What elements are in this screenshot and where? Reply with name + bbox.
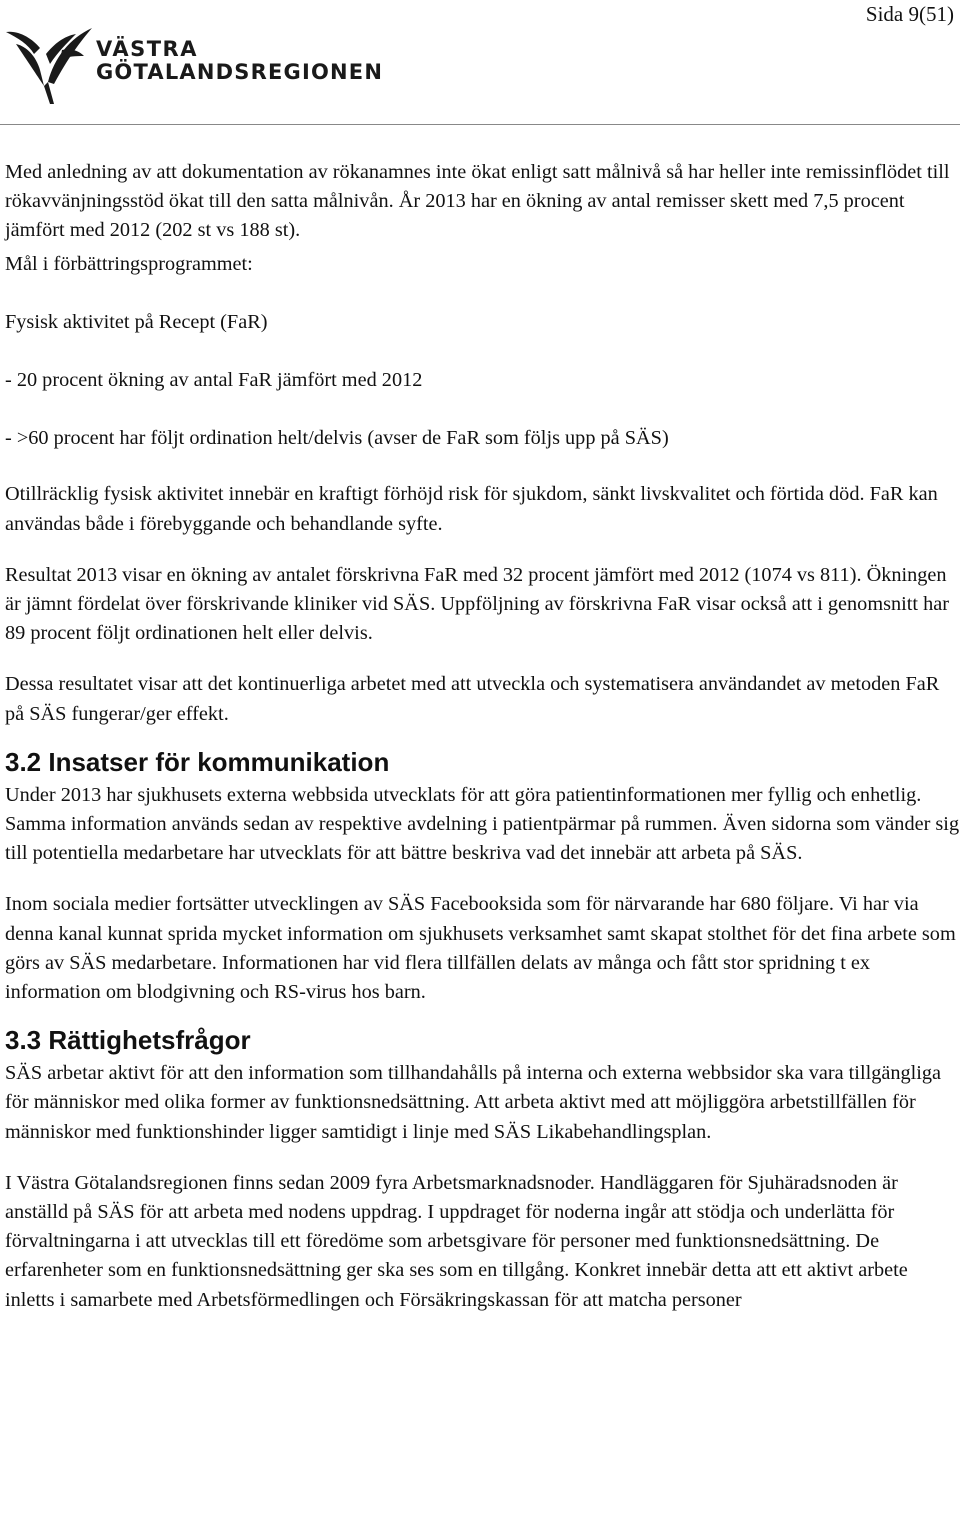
section-heading: 3.2 Insatser för kommunikation — [5, 746, 390, 777]
paragraph-labour-market-nodes: I Västra Götalandsregionen finns sedan 2009 fyra Arbetsmarknadsnoder. Handläggaren för Sjuhäradsnoden är anställd på SÄS för att arbeta med nodens uppdrag. I uppdraget för noderna ingår att stödja och underlätta för förvaltningarna i att utvecklas till ett föredöme som arbetsgivare för personer med funktionsnedsättning. De erfarenheter som en funktionsnedsättning ger ska ses som en tillgång. Konkret innebär detta att ett aktivt arbete inletts i samarbete med Arbetsförmedlingen och Försäkringskassan för att matcha personer — [5, 1171, 908, 1311]
section-heading: 3.3 Rättighetsfrågor — [5, 1025, 251, 1056]
vgr-logo-mark-icon — [4, 24, 94, 106]
paragraph-physical-activity: Otillräcklig fysisk aktivitet innebär en kraftigt förhöjd risk för sjukdom, sänkt livskvalitet och förtida död. FaR kan användas både i förebyggande och behandlande syfte. — [5, 483, 938, 535]
paragraph-smoking-referrals: Med anledning av att dokumentation av rökanamnes inte ökat enligt satt målnivå så har heller inte remissinflödet till rökavvänjningsstöd ökat till den satta målnivån. År 2013 har en ökning av antal remisser skett med 7,5 procent jämfört med 2012 (202 st vs 188 st). — [5, 161, 950, 242]
paragraph-accessibility: SÄS arbetar aktivt för att den information som tillhandahålls på interna och externa webbsidor ska vara tillgängliga för människor med olika former av funktionsnedsättning. Att arbeta aktivt med att möjliggöra arbetstillfällen för människor med funktionshinder ligger samtidigt i linje med SÄS Likabehandlingsplan. — [5, 1062, 942, 1143]
logo-text-line2: GÖTALANDSREGIONEN — [96, 60, 384, 84]
page-number: Sida 9(51) — [865, 2, 954, 26]
goal-heading: Mål i förbättringsprogrammet: — [5, 252, 253, 275]
logo-text-line1: VÄSTRA — [96, 37, 198, 61]
program-name: Fysisk aktivitet på Recept (FaR) — [5, 310, 268, 333]
header-divider — [0, 124, 960, 125]
paragraph-social-media: Inom sociala medier fortsätter utvecklingen av SÄS Facebooksida som för närvarande har 680 följare. Vi har via denna kanal kunnat sprida mycket information om sjukhusets verksamhet samt skapat stolthet för det fina arbete som görs av SÄS medarbetare. Informationen har vid flera tillfällen delats av många och fått stor spridning t ex information om blodgivning och RS-virus hos barn. — [5, 893, 956, 1004]
goal-item: - >60 procent har följt ordination helt/delvis (avser de FaR som följs upp på SÄS) — [5, 427, 669, 450]
goal-item: - 20 procent ökning av antal FaR jämfört med 2012 — [5, 369, 423, 392]
document-body — [5, 158, 960, 1315]
paragraph-conclusion: Dessa resultatet visar att det kontinuerliga arbetet med att utveckla och systematisera användandet av metoden FaR på SÄS fungerar/ger effekt. — [5, 673, 940, 725]
paragraph-website: Under 2013 har sjukhusets externa webbsida utvecklats för att göra patientinformationen mer fyllig och enhetlig. Samma information används sedan av respektive avdelning i patientpärmar på rummen. Även sidorna som vänder sig till potentiella medarbetare har utvecklats för att bättre beskriva vad det innebär att arbeta på SÄS. — [5, 783, 960, 865]
paragraph-results-2013: Resultat 2013 visar en ökning av antalet förskrivna FaR med 32 procent jämfört med 2012 (1074 vs 811). Ökningen är jämnt fördelat över förskrivande kliniker vid SÄS. Uppföljning av förskrivna FaR visar också att i genomsnitt har 89 procent följt ordinationen helt eller delvis. — [5, 563, 949, 645]
vgr-logo — [4, 24, 394, 106]
